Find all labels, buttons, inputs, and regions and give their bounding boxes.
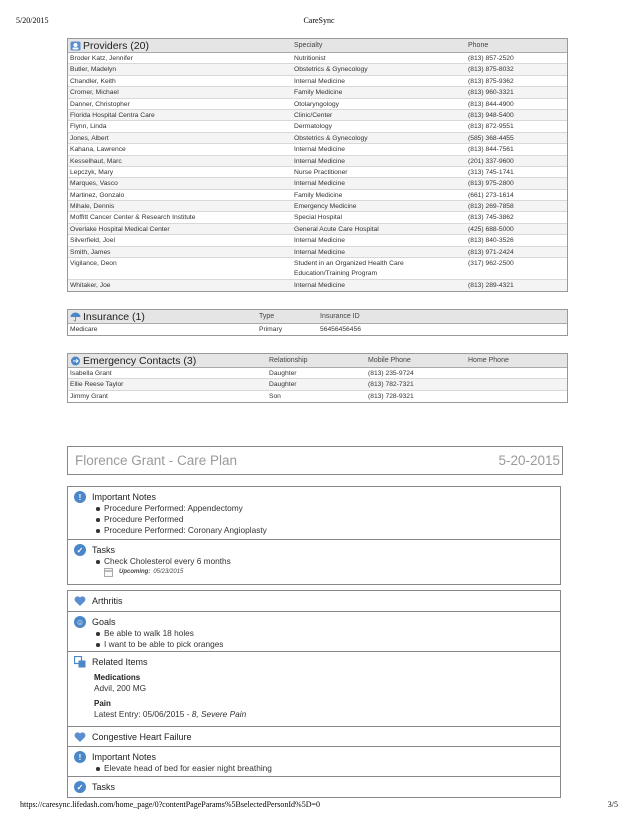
providers-col-phone: Phone xyxy=(468,42,489,49)
care-plan-date: 5-20-2015 xyxy=(498,453,560,468)
chf-notes-block xyxy=(68,747,560,777)
checkmark-icon: ✓ xyxy=(74,544,86,556)
emergency-title-text: Emergency Contacts (3) xyxy=(83,355,197,367)
insurance-title-text: Insurance (1) xyxy=(83,311,145,323)
chf-title xyxy=(74,731,560,743)
provider-phone: (313) 745-1741 xyxy=(468,168,514,176)
heart-icon xyxy=(74,595,86,607)
umbrella-icon xyxy=(70,312,81,322)
provider-phone: (813) 875-9362 xyxy=(468,77,514,85)
provider-specialty: Internal Medicine xyxy=(294,282,345,290)
insurance-header xyxy=(68,310,567,324)
chf-tasks-block xyxy=(68,777,560,797)
provider-name: Mihale, Dennis xyxy=(70,203,115,211)
provider-specialty: Dermatology xyxy=(294,123,332,131)
emergency-col-relationship: Relationship xyxy=(269,357,308,364)
pain-prefix: Latest Entry: 05/06/2015 - xyxy=(94,709,192,719)
table-row xyxy=(68,247,567,258)
table-row xyxy=(68,121,567,132)
care-plan-title: Florence Grant - Care Plan xyxy=(75,453,238,468)
provider-phone: (425) 688-5000 xyxy=(468,225,514,233)
table-row xyxy=(68,76,567,87)
providers-title xyxy=(70,39,149,53)
table-row xyxy=(68,190,567,201)
provider-specialty: Internal Medicine xyxy=(294,237,345,245)
emergency-col-home: Home Phone xyxy=(468,357,509,364)
checkmark-icon: ✓ xyxy=(74,781,86,793)
table-row xyxy=(68,258,567,280)
provider-phone: (813) 960-3321 xyxy=(468,89,514,97)
provider-phone: (201) 337-9600 xyxy=(468,157,514,165)
provider-phone: (813) 289-4321 xyxy=(468,282,514,290)
contact-relationship: Daughter xyxy=(269,381,297,389)
contact-name: Isabella Grant xyxy=(70,370,112,377)
provider-specialty: Family Medicine xyxy=(294,191,343,199)
insurance-rows xyxy=(68,324,567,335)
provider-specialty: Internal Medicine xyxy=(294,180,345,188)
exclamation-icon: ! xyxy=(74,491,86,503)
provider-specialty: Obstetrics & Gynecology xyxy=(294,134,368,142)
list-item: Procedure Performed xyxy=(96,514,560,525)
insurance-id: 56456456456 xyxy=(320,326,361,333)
provider-name: Kahana, Lawrence xyxy=(70,146,126,154)
providers-icon xyxy=(70,41,81,51)
pain-label: Pain xyxy=(94,699,111,708)
goals-label: Goals xyxy=(92,617,116,627)
related-items-block xyxy=(68,652,560,727)
table-row xyxy=(68,391,567,402)
providers-header xyxy=(68,39,567,53)
contact-mobile: (813) 235-9724 xyxy=(368,370,414,377)
provider-name: Lepczyk, Mary xyxy=(70,168,114,176)
provider-name: Chandler, Keith xyxy=(70,77,116,85)
providers-col-specialty: Specialty xyxy=(294,42,323,49)
providers-section xyxy=(67,38,568,292)
provider-name: Kesselhaut, Marc xyxy=(70,157,122,165)
goals-block xyxy=(68,612,560,652)
provider-phone: (813) 844-7561 xyxy=(468,146,514,154)
list-item: Be able to walk 18 holes xyxy=(96,628,560,639)
tasks-title xyxy=(74,544,560,556)
table-row xyxy=(68,167,567,178)
contact-relationship: Son xyxy=(269,392,281,400)
contact-mobile: (813) 728-9321 xyxy=(368,392,414,400)
table-row xyxy=(68,110,567,121)
provider-phone: (813) 948-5400 xyxy=(468,111,514,119)
print-title: CareSync xyxy=(303,16,335,25)
table-row xyxy=(68,368,567,379)
tasks-list xyxy=(96,556,560,567)
table-row xyxy=(68,53,567,64)
emergency-col-mobile: Mobile Phone xyxy=(368,357,411,364)
goal-icon: ☺ xyxy=(75,617,85,627)
provider-name: Martinez, Gonzalo xyxy=(70,191,125,199)
provider-phone: (813) 844-4900 xyxy=(468,100,514,108)
goals-title xyxy=(74,616,560,628)
provider-name: Flynn, Linda xyxy=(70,123,107,131)
insurance-col-type: Type xyxy=(259,313,275,320)
pain-entry xyxy=(94,709,560,720)
chf-tasks-label: Tasks xyxy=(92,782,116,792)
table-row xyxy=(68,212,567,223)
provider-specialty: Otolaryngology xyxy=(294,100,339,108)
chf-notes-list xyxy=(96,763,560,774)
provider-name: Smith, James xyxy=(70,248,111,256)
provider-specialty: Nurse Practitioner xyxy=(294,168,348,176)
provider-name: Danner, Christopher xyxy=(70,100,130,108)
emergency-section xyxy=(67,353,568,403)
heart-icon xyxy=(74,731,86,743)
chf-label: Congestive Heart Failure xyxy=(92,732,192,742)
print-date: 5/20/2015 xyxy=(16,16,49,25)
chf-notes-title xyxy=(74,751,560,763)
table-row xyxy=(68,178,567,189)
provider-name: Cromer, Michael xyxy=(70,89,119,97)
list-item: Procedure Performed: Coronary Angioplasty xyxy=(96,525,560,536)
related-items-icon xyxy=(74,656,86,668)
provider-name: Butler, Madelyn xyxy=(70,66,117,74)
emergency-contact-icon xyxy=(70,356,81,366)
provider-specialty: Internal Medicine xyxy=(294,157,345,165)
chf-title-block xyxy=(68,727,560,747)
provider-specialty: Emergency Medicine xyxy=(294,203,357,211)
pain-value: 8, Severe Pain xyxy=(191,709,247,719)
arthritis-card xyxy=(67,590,561,798)
provider-phone: (813) 745-3862 xyxy=(468,214,514,222)
chf-tasks-title xyxy=(74,781,560,793)
goals-list xyxy=(96,628,560,650)
arthritis-title-block xyxy=(68,591,560,612)
insurance-name: Medicare xyxy=(70,326,98,333)
related-items-title xyxy=(74,656,560,668)
upcoming-date: 05/23/2015 xyxy=(153,569,184,575)
providers-rows xyxy=(68,53,567,291)
important-notes-block xyxy=(68,487,560,540)
print-url: https://caresync.lifedash.com/home_page/0?contentPageParams%5BselectedPersonId%5D=0 xyxy=(20,800,320,809)
provider-phone: (813) 269-7858 xyxy=(468,203,514,211)
provider-specialty: Internal Medicine xyxy=(294,77,345,85)
provider-phone: (813) 975-2800 xyxy=(468,180,514,188)
provider-specialty: Internal Medicine xyxy=(294,248,345,256)
provider-name: Whitaker, Joe xyxy=(70,282,111,290)
print-footer xyxy=(20,800,618,812)
contact-relationship: Daughter xyxy=(269,370,297,377)
list-item: Check Cholesterol every 6 months xyxy=(96,556,560,567)
table-row xyxy=(68,235,567,246)
upcoming-label: Upcoming: xyxy=(119,569,151,575)
provider-specialty: Clinic/Center xyxy=(294,111,333,119)
provider-specialty: Internal Medicine xyxy=(294,146,345,154)
provider-phone: (585) 368-4455 xyxy=(468,134,514,142)
calendar-icon xyxy=(104,568,113,577)
important-notes-title xyxy=(74,491,560,503)
task-upcoming xyxy=(104,567,560,578)
provider-name: Silverfield, Joel xyxy=(70,237,115,245)
insurance-title xyxy=(70,310,145,324)
arthritis-title xyxy=(74,595,560,607)
insurance-col-id: Insurance ID xyxy=(320,313,360,320)
provider-specialty: Family Medicine xyxy=(294,89,343,97)
table-row xyxy=(68,156,567,167)
emergency-rows xyxy=(68,368,567,402)
provider-specialty: Obstetrics & Gynecology xyxy=(294,66,368,74)
table-row xyxy=(68,99,567,110)
provider-specialty: Special Hospital xyxy=(294,214,342,222)
contact-mobile: (813) 782-7321 xyxy=(368,381,414,389)
provider-name: Marques, Vasco xyxy=(70,180,118,188)
tasks-block xyxy=(68,540,560,584)
print-header xyxy=(16,16,622,28)
table-row xyxy=(68,144,567,155)
table-row xyxy=(68,224,567,235)
related-items-label: Related Items xyxy=(92,657,148,667)
list-item: Elevate head of bed for easier night breathing xyxy=(96,763,560,774)
contact-name: Jimmy Grant xyxy=(70,392,108,400)
providers-title-text: Providers (20) xyxy=(83,40,149,52)
table-row xyxy=(68,379,567,390)
important-notes-list xyxy=(96,503,560,536)
list-item: Procedure Performed: Appendectomy xyxy=(96,503,560,514)
provider-specialty: Nutritionist xyxy=(294,55,326,62)
insurance-section xyxy=(67,309,568,336)
medications-label: Medications xyxy=(94,673,141,682)
table-row xyxy=(68,64,567,75)
print-page-number: 3/5 xyxy=(607,800,618,809)
insurance-type: Primary xyxy=(259,326,283,333)
provider-name: Florida Hospital Centra Care xyxy=(70,111,155,119)
provider-name: Overlake Hospital Medical Center xyxy=(70,225,170,233)
exclamation-icon: ! xyxy=(74,751,86,763)
provider-specialty: General Acute Care Hospital xyxy=(294,225,379,233)
provider-name: Moffitt Cancer Center & Research Institute xyxy=(70,214,196,222)
contact-name: Ellie Reese Taylor xyxy=(70,381,124,389)
provider-phone: (813) 840-3526 xyxy=(468,237,514,245)
care-plan-header xyxy=(67,446,563,475)
provider-phone: (813) 872-9551 xyxy=(468,123,514,131)
provider-name: Vigilance, Deon xyxy=(70,260,117,268)
tasks-label: Tasks xyxy=(92,545,116,555)
table-row xyxy=(68,201,567,212)
arthritis-label: Arthritis xyxy=(92,596,123,606)
provider-name: Jones, Albert xyxy=(70,134,109,142)
provider-specialty: Student in an Organized Health Care Education/Training Program xyxy=(294,260,404,277)
important-notes-label: Important Notes xyxy=(92,492,157,502)
table-row xyxy=(68,133,567,144)
table-row xyxy=(68,324,567,335)
general-card xyxy=(67,486,561,585)
medications-value: Advil, 200 MG xyxy=(94,683,147,693)
emergency-header xyxy=(68,354,567,368)
provider-phone: (813) 971-2424 xyxy=(468,248,514,256)
table-row xyxy=(68,87,567,98)
chf-notes-label: Important Notes xyxy=(92,752,157,762)
list-item: I want to be able to pick oranges xyxy=(96,639,560,650)
provider-phone: (813) 857-2520 xyxy=(468,55,514,62)
provider-phone: (661) 273-1614 xyxy=(468,191,514,199)
provider-phone: (317) 962-2500 xyxy=(468,260,514,268)
emergency-title xyxy=(70,354,196,368)
table-row xyxy=(68,280,567,291)
provider-name: Broder Katz, Jennifer xyxy=(70,55,133,62)
provider-phone: (813) 875-8032 xyxy=(468,66,514,74)
